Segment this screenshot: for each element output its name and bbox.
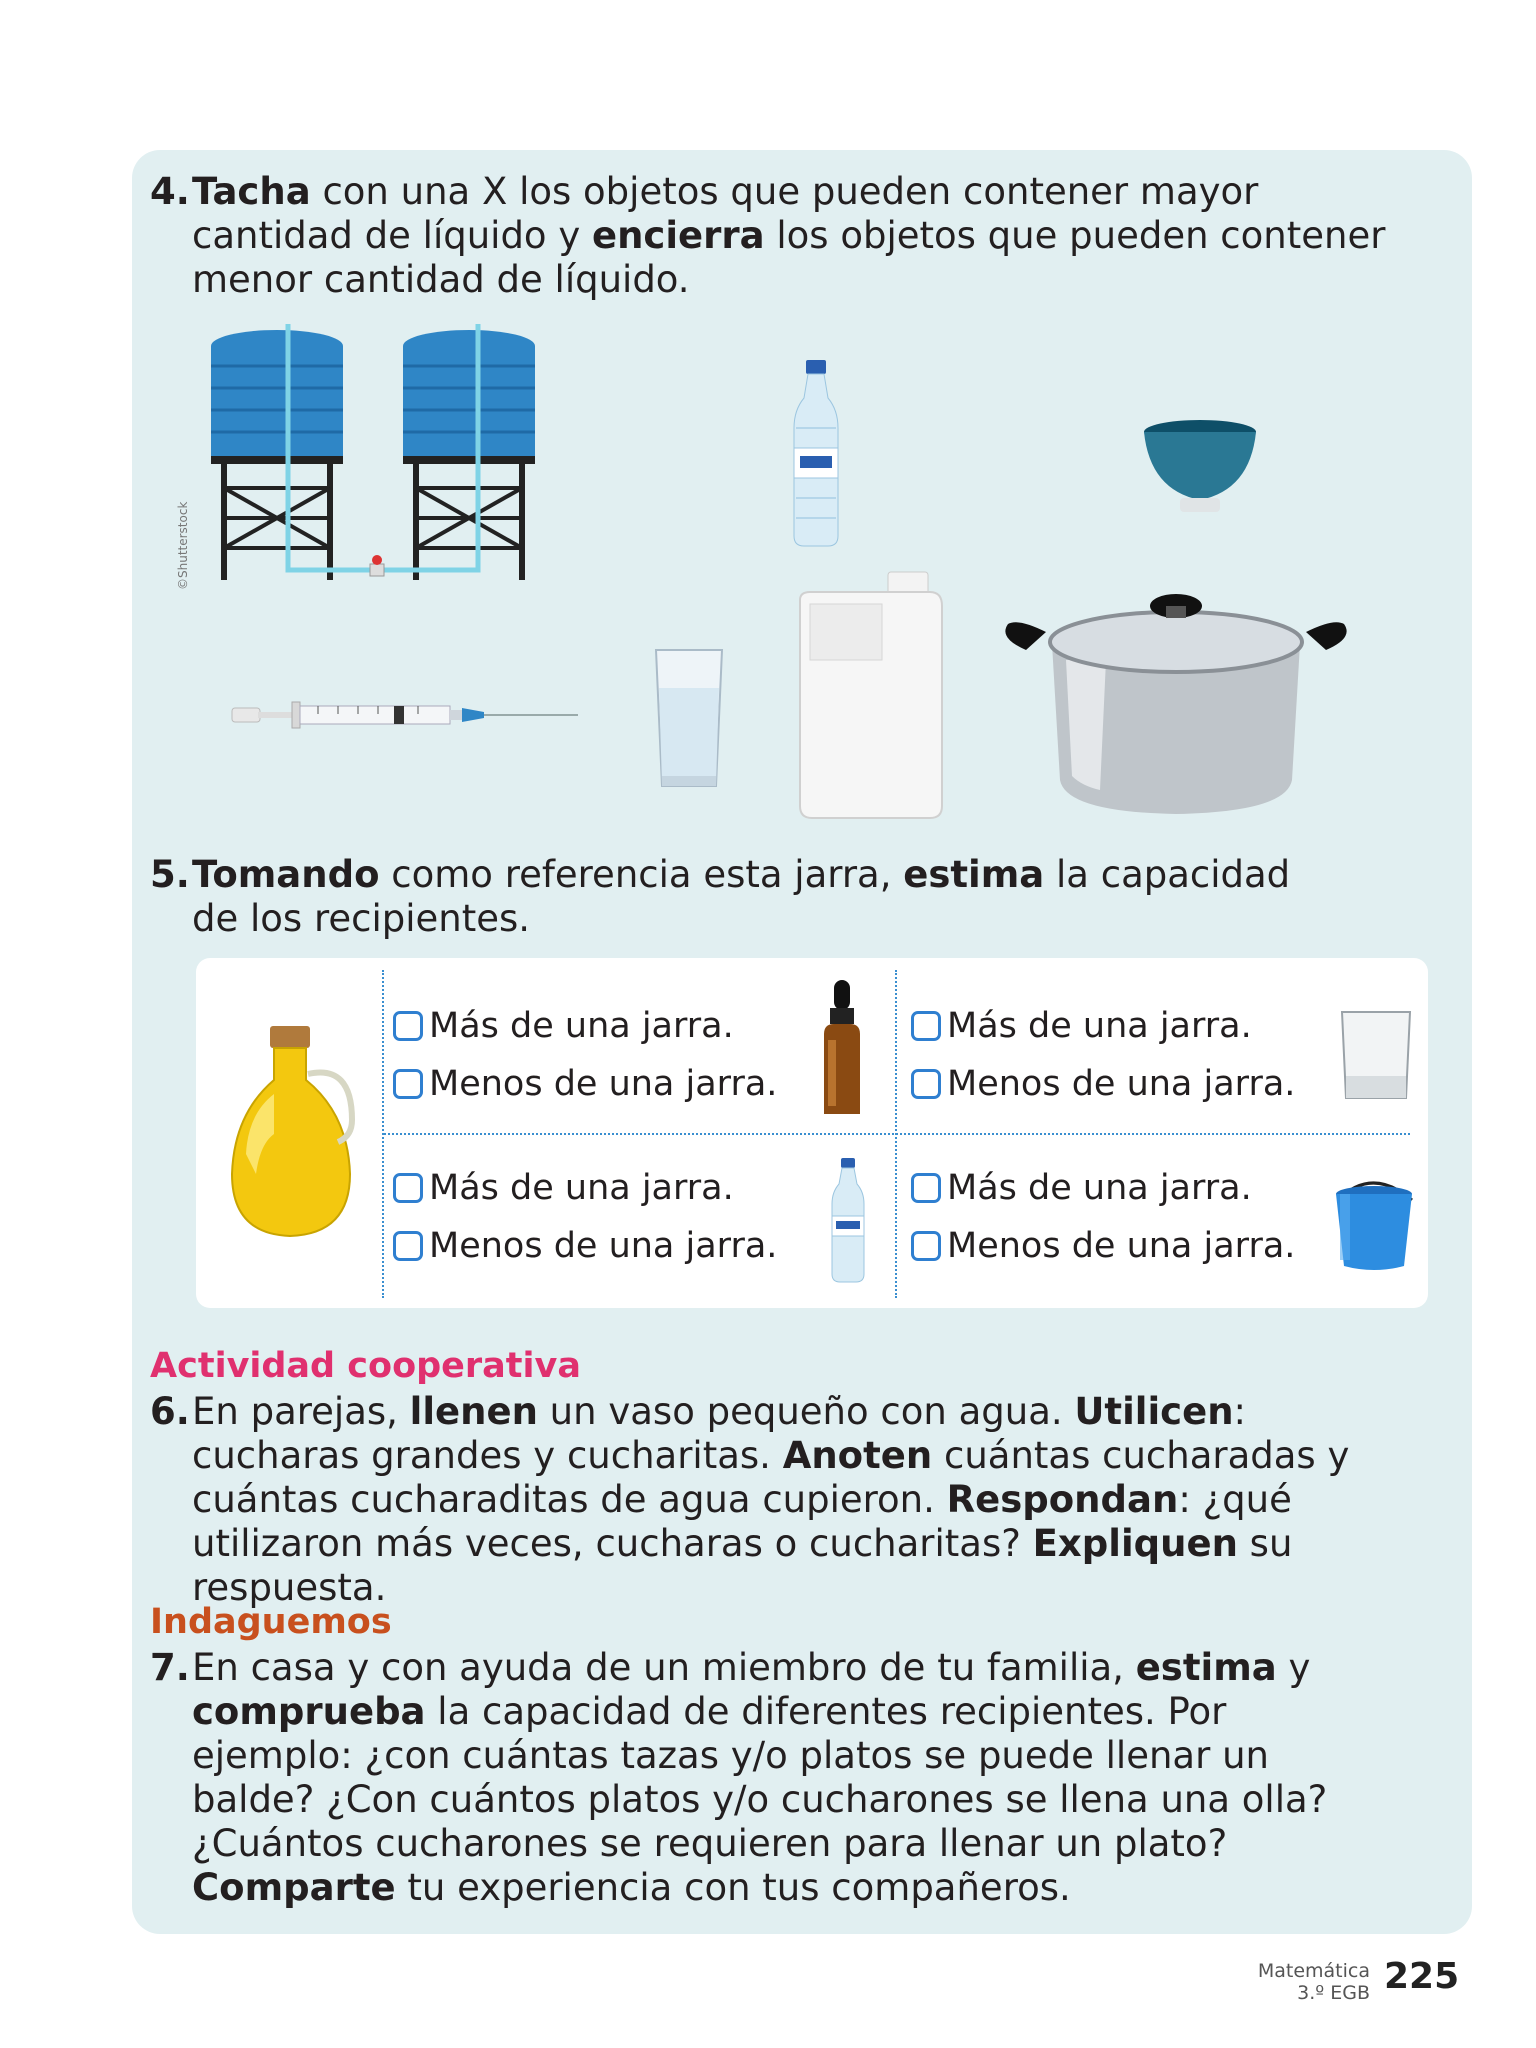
option-dropper-less[interactable]: Menos de una jarra. bbox=[393, 1064, 777, 1104]
question-number: 5. bbox=[150, 853, 190, 896]
option-glass-less[interactable]: Menos de una jarra. bbox=[911, 1064, 1295, 1104]
question-number: 7. bbox=[150, 1646, 190, 1689]
checkbox[interactable] bbox=[911, 1173, 941, 1203]
plastic-jug-image[interactable] bbox=[790, 570, 950, 820]
water-bottle-image[interactable] bbox=[790, 358, 842, 548]
option-bottle-more[interactable]: Más de una jarra. bbox=[393, 1168, 734, 1208]
inquiry-heading: Indaguemos bbox=[150, 1602, 392, 1642]
oil-jar-reference-image[interactable] bbox=[228, 1024, 356, 1238]
checkbox[interactable] bbox=[911, 1069, 941, 1099]
question-text: Tacha con una X los objetos que pueden contener mayor cantidad de líquido y encierra los objetos que pueden contener menor cantidad de líquido. bbox=[192, 170, 1386, 301]
divider-horizontal bbox=[384, 1133, 1410, 1135]
question-6 bbox=[150, 1390, 1390, 1610]
water-glass-image[interactable] bbox=[654, 648, 724, 790]
question-5 bbox=[150, 853, 1430, 941]
checkbox[interactable] bbox=[393, 1011, 423, 1041]
syringe-image[interactable] bbox=[228, 690, 588, 740]
option-glass-more[interactable]: Más de una jarra. bbox=[911, 1006, 1252, 1046]
bowl-image[interactable] bbox=[1142, 418, 1258, 518]
question-text: Tomando como referencia esta jarra, estima la capacidad de los recipientes. bbox=[192, 853, 1291, 940]
small-glass-image[interactable] bbox=[1340, 1010, 1412, 1102]
option-dropper-more[interactable]: Más de una jarra. bbox=[393, 1006, 734, 1046]
checkbox[interactable] bbox=[911, 1011, 941, 1041]
page-number: 225 bbox=[1384, 1956, 1460, 1997]
question-number: 6. bbox=[150, 1390, 190, 1433]
question-4 bbox=[150, 170, 1430, 302]
option-bucket-less[interactable]: Menos de una jarra. bbox=[911, 1226, 1295, 1266]
checkbox[interactable] bbox=[393, 1231, 423, 1261]
question-number: 4. bbox=[150, 170, 190, 213]
dropper-bottle-image[interactable] bbox=[820, 978, 864, 1118]
bucket-image[interactable] bbox=[1332, 1178, 1418, 1274]
photo-credit: ©Shutterstock bbox=[176, 501, 190, 590]
small-water-bottle-image[interactable] bbox=[830, 1156, 866, 1284]
footer-subject: Matemática 3.º EGB bbox=[1257, 1960, 1370, 2004]
option-bucket-more[interactable]: Más de una jarra. bbox=[911, 1168, 1252, 1208]
water-tanks-image[interactable] bbox=[200, 318, 560, 588]
question-text: En casa y con ayuda de un miembro de tu familia, estima y comprueba la capacidad de diferentes recipientes. Por ejemplo: ¿con cuántas tazas y/o platos se puede llenar un balde? ¿Con cuántos platos y/o cucharones se llena una olla? ¿Cuántos cucharones se requieren para llenar un plato? Comparte tu experiencia con tus compañeros. bbox=[192, 1646, 1328, 1909]
checkbox[interactable] bbox=[911, 1231, 941, 1261]
option-bottle-less[interactable]: Menos de una jarra. bbox=[393, 1226, 777, 1266]
checkbox[interactable] bbox=[393, 1069, 423, 1099]
cooperative-activity-heading: Actividad cooperativa bbox=[150, 1346, 581, 1386]
checkbox[interactable] bbox=[393, 1173, 423, 1203]
question-7 bbox=[150, 1646, 1390, 1910]
cooking-pot-image[interactable] bbox=[996, 580, 1356, 820]
question-text: En parejas, llenen un vaso pequeño con agua. Utilicen: cucharas grandes y cucharitas. Anoten cuántas cucharadas y cuántas cucharaditas de agua cupieron. Respondan: ¿qué utilizaron más veces, cucharas o cucharitas? Expliquen su respuesta. bbox=[192, 1390, 1350, 1609]
